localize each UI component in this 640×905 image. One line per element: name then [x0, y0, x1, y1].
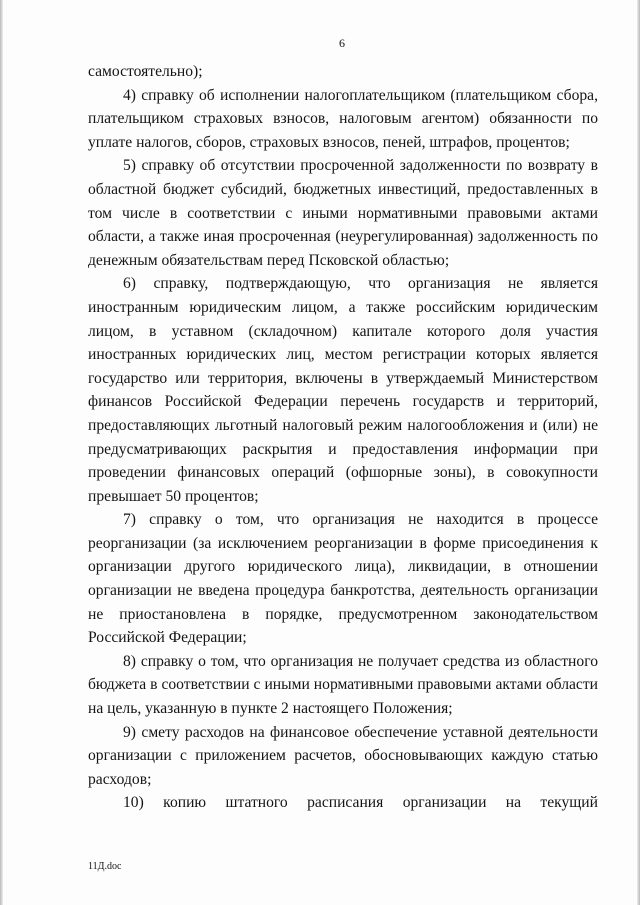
paragraph-continuation: самостоятельно); [88, 63, 203, 80]
page-number: 6 [339, 36, 345, 50]
document-body [88, 60, 598, 815]
paragraph-item-4: 4) справку об исполнении налогоплательщиком (плательщиком сбора, плательщиком страховых взносов, налоговым агентом) обязанности по уплате налогов, сборов, страховых взносов, пеней, штрафов, процентов; [88, 86, 598, 151]
paragraph-item-5: 5) справку об отсутствии просроченной задолженности по возврату в областной бюджет субсидий, бюджетных инвестиций, предоставленных в том числе в соответствии с иными нормативными правовыми актами области, а также иная просроченная (неурегулированная) задолженность по денежным обязательствам перед Псковской областью; [88, 157, 598, 269]
paragraph-item-6: 6) справку, подтверждающую, что организация не является иностранным юридическим лицом, а также российским юридическим лицом, в уставном (складочном) капитале которого доля участия иностранных юридических лиц, местом регистрации которых является государство или территория, включены в утверждаемый Министерством финансов Российской Федерации перечень государств и территорий, предоставляющих льготный налоговый режим налогообложения и (или) не предусматривающих раскрытия и предоставления информации при проведении финансовых операций (офшорные зоны), в совокупности превышает 50 процентов; [88, 275, 598, 505]
paragraph-item-7: 7) справку о том, что организация не находится в процессе реорганизации (за исключением реорганизации в форме присоединения к организации другого юридического лица), ликвидации, в отношении организации не введена процедура банкротства, деятельность организации не приостановлена в порядке, предусмотренном законодательством Российской Федерации; [88, 511, 598, 647]
footer-filename: 11Д.doc [88, 861, 122, 872]
scan-edge-left [0, 0, 3, 905]
paragraph-item-9: 9) смету расходов на финансовое обеспечение уставной деятельности организации с приложением расчетов, обосновывающих каждую статью расходов; [88, 723, 598, 788]
paragraph-item-10: 10) копию штатного расписания организации на текущий [123, 794, 598, 812]
paragraph-item-8: 8) справку о том, что организация не получает средства из областного бюджета в соответствии с иными нормативными правовыми актами области на цель, указанную в пункте 2 настоящего Положения; [88, 652, 598, 718]
